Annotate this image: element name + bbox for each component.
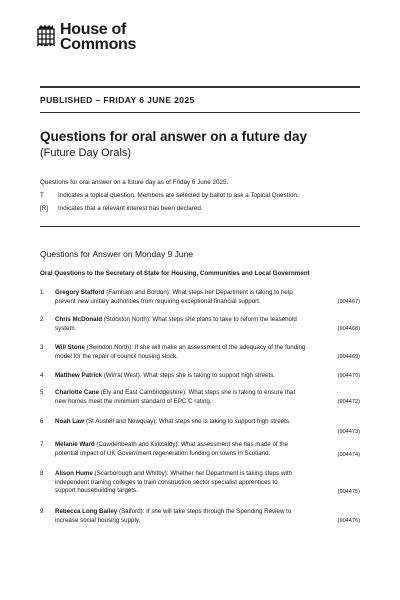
question-number: 2 xyxy=(40,316,44,323)
question-reference: (904476) xyxy=(337,518,360,524)
question-text: If she will make an assessment of the adequacy of the funding xyxy=(134,344,306,351)
question-text: What steps she plans to take to reform the leasehold xyxy=(152,316,297,323)
question-text: What assessment she has made of the xyxy=(181,441,288,448)
question-number: 7 xyxy=(40,441,44,448)
constituency: (Ely and East Cambridgeshire): xyxy=(100,389,187,396)
intro-block xyxy=(40,176,360,215)
logo-line-2: Commons xyxy=(60,36,137,53)
question-text: potential impact of UK Government regeneration funding on towns in Scotland. xyxy=(55,449,271,457)
constituency: (Wirral West): xyxy=(103,372,142,379)
section-rule xyxy=(40,226,360,227)
key-item xyxy=(40,202,360,215)
question-number: 5 xyxy=(40,389,44,396)
constituency: (Scarborough and Whitby): xyxy=(94,470,169,477)
question-text: prevent new unitary authorities from requiring exceptional financial support. xyxy=(55,297,261,305)
logo-line-1: House of xyxy=(60,21,127,38)
member-name: Melanie Ward xyxy=(55,441,95,448)
member-name: Charlotte Cane xyxy=(55,389,100,396)
question-reference: (904468) xyxy=(337,326,360,332)
portcullis-icon xyxy=(36,24,56,48)
member-name: Gregory Stafford xyxy=(55,289,105,296)
question-reference: (904473) xyxy=(337,429,360,435)
question-reference: (904474) xyxy=(337,452,360,458)
question-text: model for the repair of council housing stock. xyxy=(55,352,178,360)
top-rule xyxy=(40,86,360,88)
question-reference: (904467) xyxy=(337,299,360,305)
intro-text: Questions for oral answer on a future day as of Friday 6 June 2025. xyxy=(40,179,229,186)
constituency: (Swindon North): xyxy=(86,344,134,351)
question-text: new homes meet the minimum standard of EPC C rating. xyxy=(55,397,212,405)
question-reference: (904472) xyxy=(337,399,360,405)
question-body xyxy=(55,441,320,458)
question-number: 3 xyxy=(40,344,44,351)
question-text: What steps she is taking to ensure that xyxy=(188,389,296,396)
question-reference: (904470) xyxy=(337,373,360,379)
question-body xyxy=(55,344,320,361)
question-reference: (904475) xyxy=(337,489,360,495)
constituency: (Farnham and Bordon): xyxy=(106,289,171,296)
key-text: Indicates that a relevant interest has been declared. xyxy=(58,205,203,212)
member-name: Will Stone xyxy=(55,344,85,351)
question-reference: (904469) xyxy=(337,354,360,360)
day-heading: Questions for Answer on Monday 9 June xyxy=(40,249,194,259)
question-text: independent training colleges to train construction sector specialist apprentices to xyxy=(55,478,278,486)
question-text: What steps she is taking to support high streets. xyxy=(143,372,276,379)
key-mark: [R] xyxy=(40,205,49,212)
question-body xyxy=(55,508,320,525)
question-number: 4 xyxy=(40,372,44,379)
member-name: Chris McDonald xyxy=(55,316,103,323)
member-name: Noah Law xyxy=(55,418,85,425)
question-text: system. xyxy=(55,324,77,332)
question-body xyxy=(55,470,320,496)
question-text: What steps her Department is taking to help xyxy=(172,289,293,296)
question-text: What steps she is taking to support high streets. xyxy=(158,418,291,425)
question-number: 9 xyxy=(40,508,44,515)
question-number: 8 xyxy=(40,470,44,477)
key-mark: T xyxy=(40,192,44,199)
question-body xyxy=(55,372,320,381)
member-name: Rebecca Long Bailey xyxy=(55,508,118,515)
member-name: Matthew Patrick xyxy=(55,372,103,379)
published-rule xyxy=(40,112,360,113)
constituency: (Salford): xyxy=(118,508,145,515)
question-body xyxy=(55,289,320,306)
department-heading: Oral Questions to the Secretary of State for Housing, Communities and Local Government xyxy=(40,270,310,277)
question-number: 6 xyxy=(40,418,44,425)
question-number: 1 xyxy=(40,289,44,296)
constituency: (Stockton North): xyxy=(103,316,151,323)
question-body xyxy=(55,389,320,406)
house-of-commons-logo xyxy=(36,22,136,52)
page-title: Questions for oral answer on a future day xyxy=(40,129,308,144)
key-text: Indicates a topical question. Members are selected by ballot to ask a Topical Question. xyxy=(58,192,299,199)
constituency: (St Austell and Newquay): xyxy=(85,418,158,425)
question-text: support housebuilding targets. xyxy=(55,487,138,495)
page-subtitle: (Future Day Orals) xyxy=(40,147,132,159)
logo-wordmark xyxy=(60,22,136,52)
question-text: If she will take steps through the Spending Review to xyxy=(146,508,292,515)
member-name: Alison Hume xyxy=(55,470,93,477)
question-body xyxy=(55,418,320,427)
question-body xyxy=(55,316,320,333)
question-text: increase social housing supply. xyxy=(55,516,141,524)
published-date: PUBLISHED – FRIDAY 6 JUNE 2025 xyxy=(40,95,195,105)
question-text: Whether her Department is taking steps with xyxy=(170,470,292,477)
key-item xyxy=(40,189,360,202)
constituency: (Cowdenbeath and Kirkcaldy): xyxy=(96,441,180,448)
